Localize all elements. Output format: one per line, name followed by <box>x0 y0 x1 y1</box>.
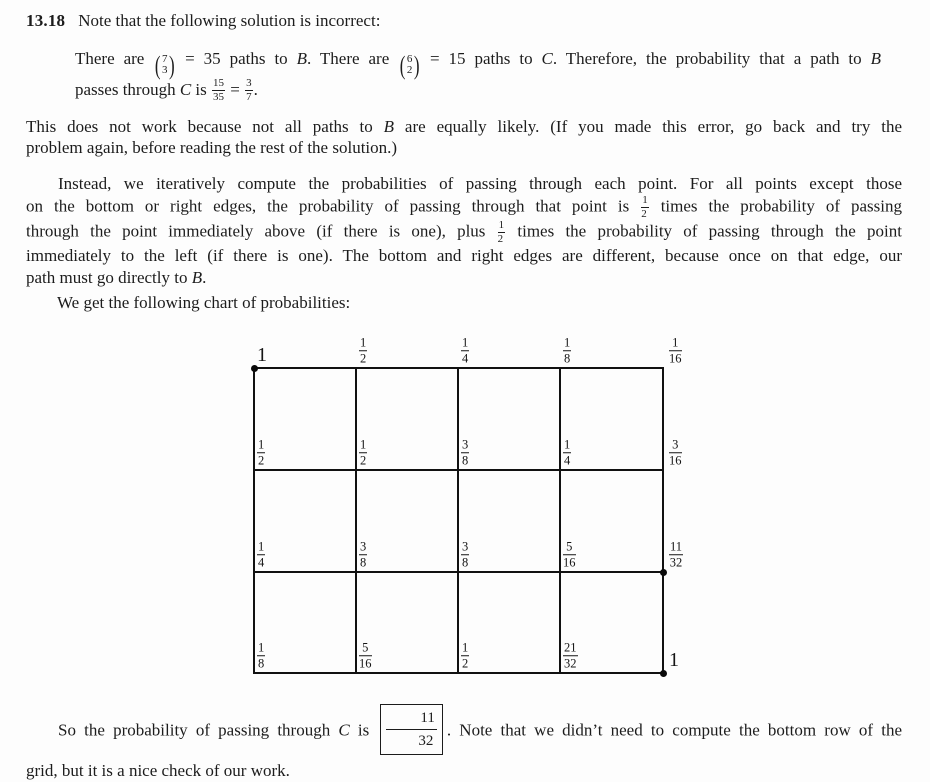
text-line <box>26 245 902 267</box>
math-variable: C <box>179 79 192 99</box>
grid-point-label: 3 8 <box>462 539 469 570</box>
paragraph-conclusion <box>26 704 902 782</box>
text-line <box>26 704 902 759</box>
grid-horizontal-line <box>253 571 662 573</box>
grid-point-label: 1 8 <box>258 640 265 671</box>
binomial-stack: 7 3 <box>161 52 168 77</box>
math-variable: B <box>296 49 308 68</box>
paragraph-chart-intro <box>57 293 350 313</box>
grid-point-label: 11 32 <box>669 539 683 570</box>
text-line <box>26 220 902 245</box>
grid-horizontal-line <box>253 469 662 471</box>
text-run: This does not work because not all paths to <box>26 117 384 136</box>
text-line <box>75 77 881 104</box>
grid-point-label: 5 16 <box>359 640 372 671</box>
right-paren: ) <box>168 50 175 81</box>
math-variable: C <box>338 720 350 740</box>
grid-point-label: 1 2 <box>360 335 367 366</box>
binomial-coefficient <box>154 50 175 81</box>
grid-point-label: 5 16 <box>563 539 576 570</box>
inline-fraction: $\frac{15}{35}$ <box>213 77 225 104</box>
text-run: on the bottom or right edges, the probability of passing through that point is <box>26 196 641 216</box>
math-variable: B <box>870 49 881 68</box>
left-paren: ( <box>154 50 161 81</box>
grid-point-label: 1 8 <box>564 335 571 366</box>
text-line <box>75 46 881 81</box>
text-run: path must go directly to <box>26 268 192 287</box>
heading-text: Note that the following solution is incorrect: <box>78 11 381 30</box>
boxed-answer-fraction: $\frac{11}{32}$ <box>380 704 442 755</box>
text-run: So the probability of passing through <box>58 720 339 740</box>
text-run: are equally likely. (If you made this error, go back and try the <box>394 117 902 136</box>
problem-number: 13.18 <box>26 11 66 30</box>
grid-path-dot <box>660 569 667 576</box>
grid-point-label: 3 16 <box>669 437 682 468</box>
text-run: grid, but it is a nice check of our work. <box>26 761 290 780</box>
grid-point-label: 1 2 <box>258 437 265 468</box>
binomial-coefficient <box>399 50 420 81</box>
text-run: through the point immediately above (if there is one), plus <box>26 221 497 241</box>
text-run: problem again, before reading the rest of the solution.) <box>26 138 398 157</box>
grid-vertical-line <box>559 367 561 672</box>
text-line <box>26 137 902 158</box>
binomial-stack: 6 2 <box>406 52 413 77</box>
inline-fraction: $\frac{3}{7}$ <box>246 77 252 104</box>
inline-fraction: $\frac{1}{2}$ <box>641 194 648 220</box>
text-line <box>26 116 902 137</box>
text-run: times the probability of passing <box>649 196 903 216</box>
math-variable: C <box>541 49 553 68</box>
math-variable: B <box>383 117 395 136</box>
text-run: passes through <box>75 79 180 99</box>
grid-point-label: 1 4 <box>564 437 571 468</box>
text-run: . <box>253 79 258 99</box>
text-run: . <box>202 268 207 287</box>
grid-vertical-line <box>355 367 357 672</box>
text-run: . There are <box>307 49 399 68</box>
math-variable: B <box>191 268 203 287</box>
grid-path-dot <box>660 670 667 677</box>
text-run: Instead, we iteratively compute the probabilities of passing through each point. For all points except those <box>58 174 902 193</box>
text-run: times the probability of passing through the point <box>506 221 902 241</box>
text-run: = 15 paths to <box>421 49 542 68</box>
text-line <box>26 173 902 195</box>
text-run: There are <box>75 49 154 68</box>
text-run: = 35 paths to <box>176 49 297 68</box>
text-run: = <box>226 79 245 99</box>
grid-point-label: 1 16 <box>669 335 682 366</box>
grid-point-label: 1 4 <box>258 539 265 570</box>
grid-path-dot <box>251 365 258 372</box>
text-run: is <box>349 720 378 740</box>
paragraph-error-explanation <box>26 116 902 158</box>
text-run: . Therefore, the probability that a path to <box>552 49 871 68</box>
grid-point-label: 1 4 <box>462 335 469 366</box>
incorrect-solution-quote <box>75 46 881 103</box>
grid-point-label: 1 <box>669 649 679 671</box>
grid-vertical-line <box>457 367 459 672</box>
text-run: immediately to the left (if there is one). The bottom and right edges are different, because once on that edge, our <box>26 246 902 265</box>
chart-intro-text: We get the following chart of probabilities: <box>57 293 351 312</box>
grid-point-label: 3 8 <box>462 437 469 468</box>
grid-point-label: 1 2 <box>462 640 469 671</box>
paragraph-method <box>26 173 902 289</box>
right-paren: ) <box>413 50 420 81</box>
text-line <box>26 759 902 782</box>
text-line <box>26 267 902 289</box>
problem-heading <box>26 11 380 31</box>
grid-point-label: 1 2 <box>360 437 367 468</box>
grid-point-label: 3 8 <box>360 539 367 570</box>
text-line <box>26 195 902 220</box>
text-run: . Note that we didn’t need to compute the bottom row of the <box>446 720 902 740</box>
left-paren: ( <box>399 50 406 81</box>
grid-outline <box>253 367 664 674</box>
grid-point-label: 21 32 <box>564 640 577 671</box>
text-run: is <box>191 79 212 99</box>
grid-point-label: 1 <box>257 344 267 366</box>
inline-fraction: $\frac{1}{2}$ <box>497 219 505 245</box>
